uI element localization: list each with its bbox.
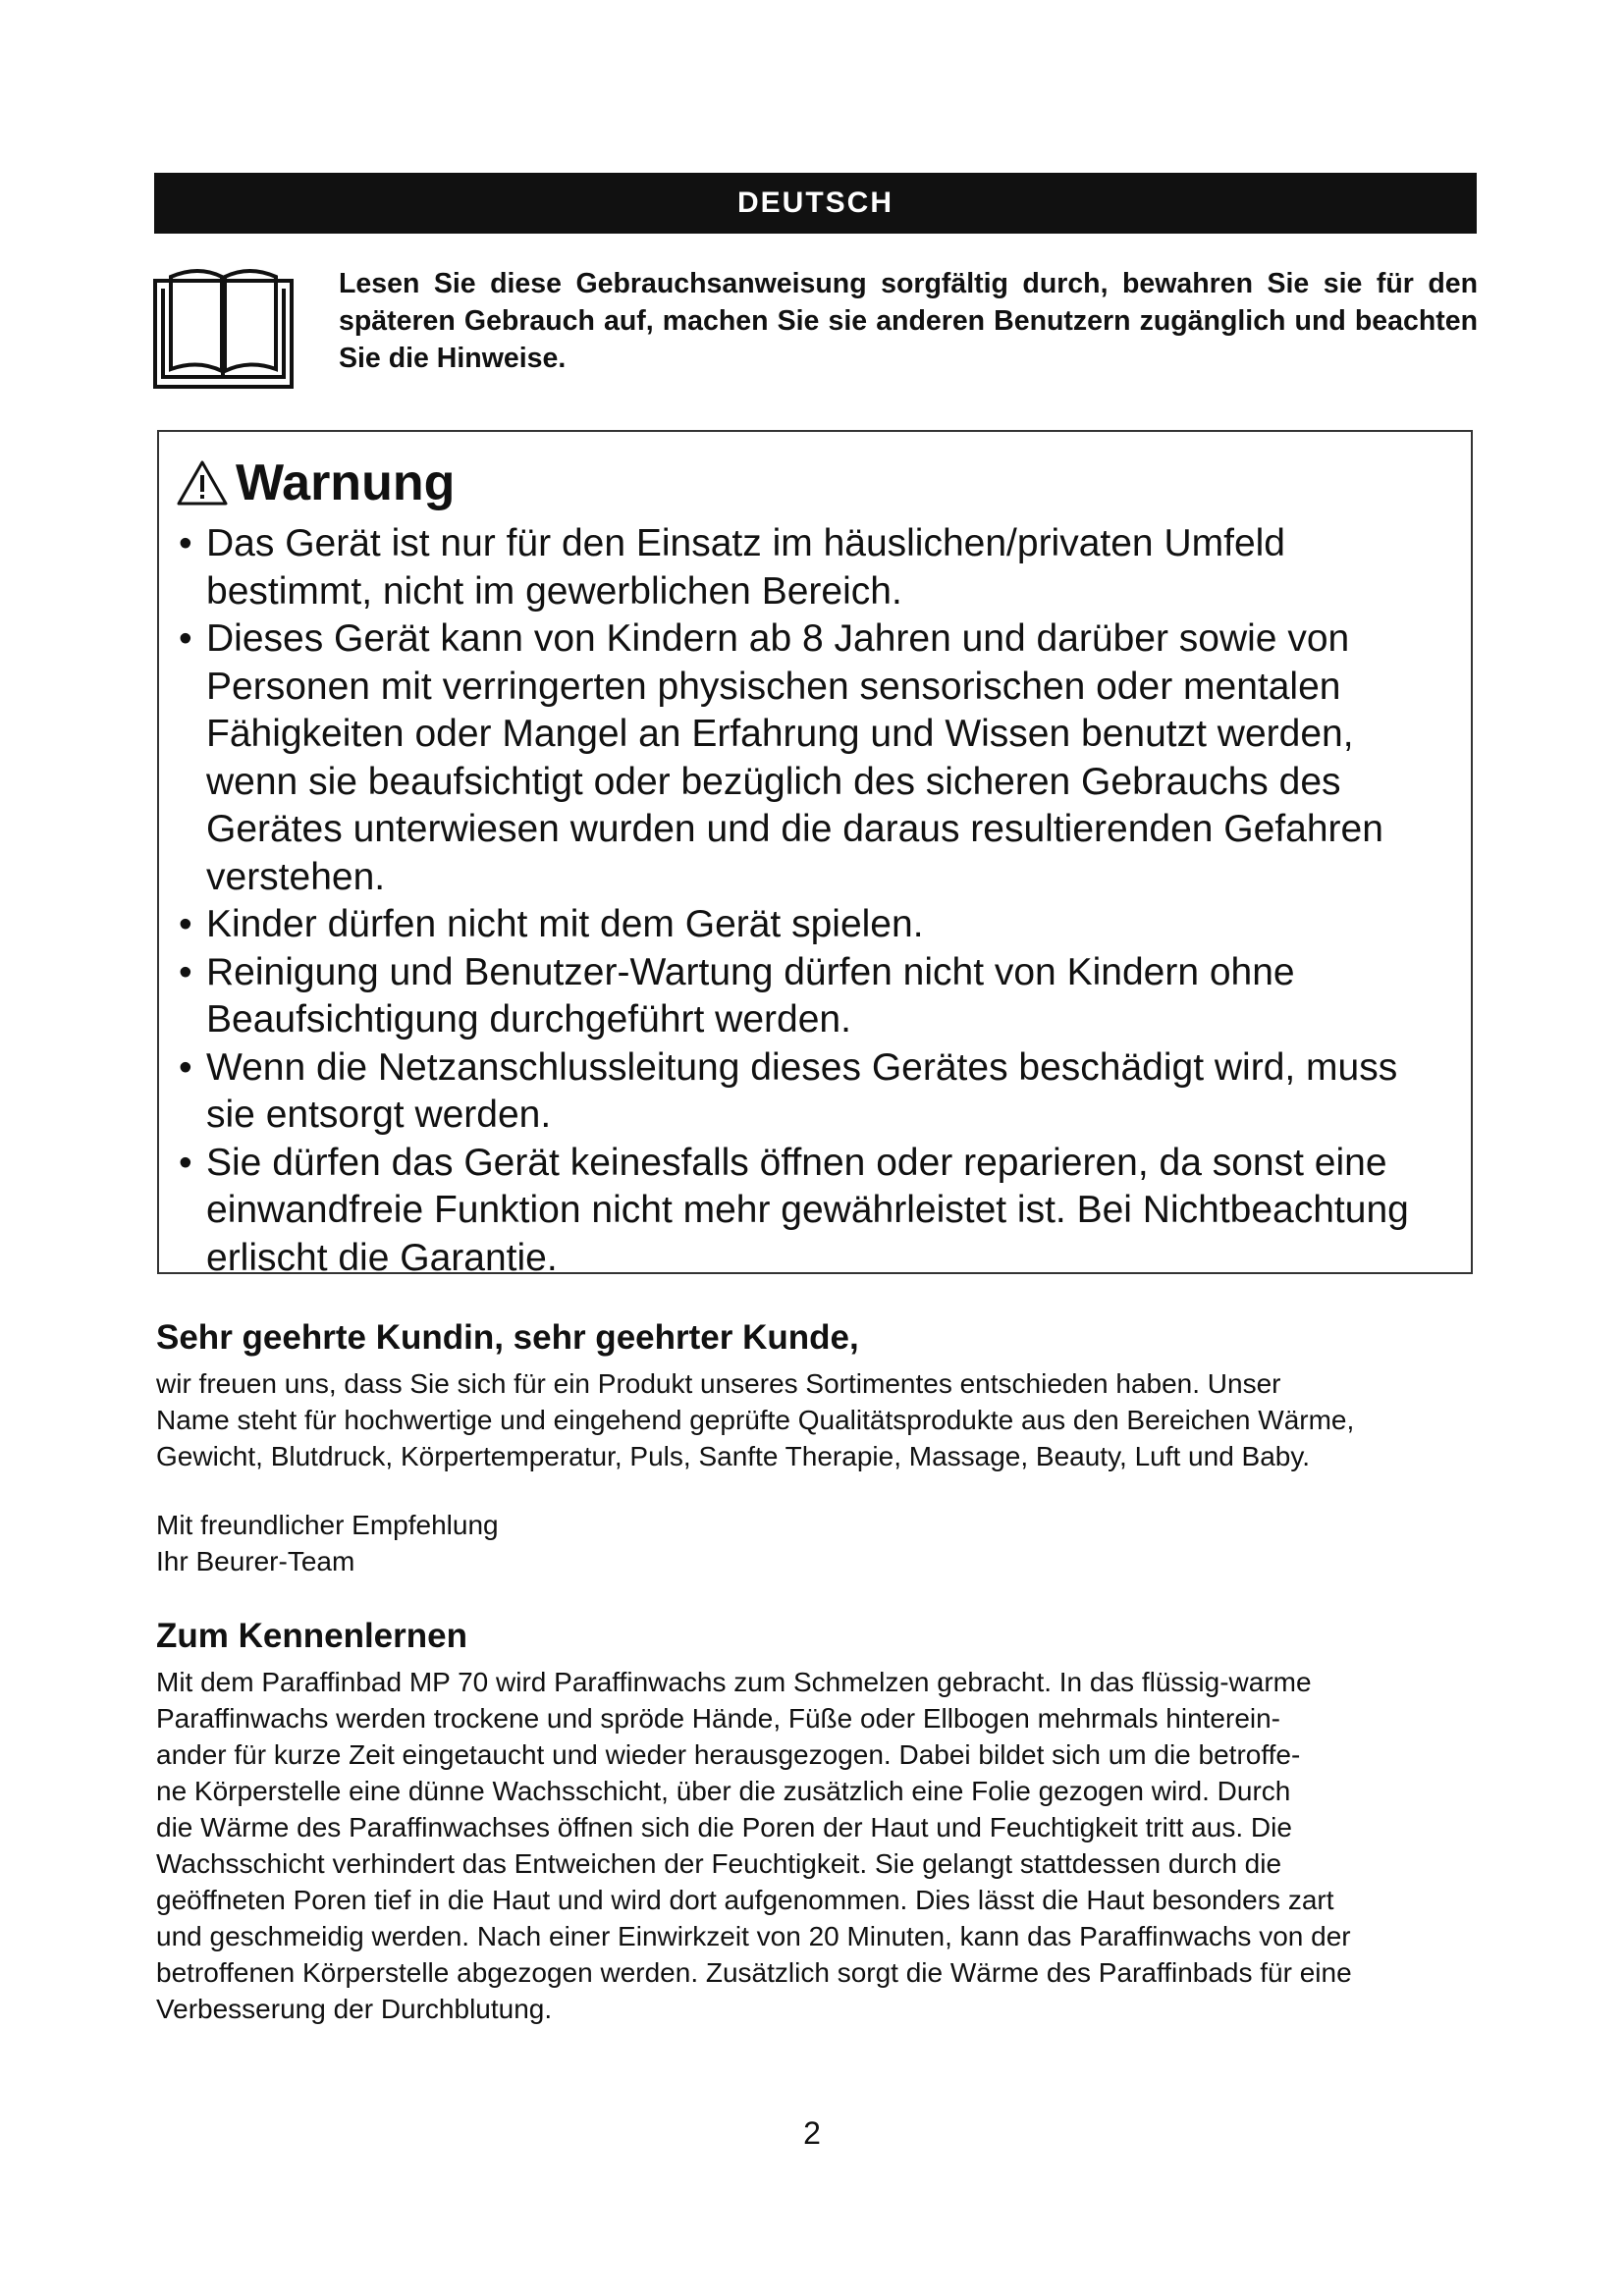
warning-item: • Dieses Gerät kann von Kindern ab 8 Jahren und darüber sowie von Personen mit verringerten physischen sensorischen oder mentalen Fähigkeiten oder Mangel an Erfahrung und Wissen benutzt werden, wenn sie beaufsichtigt oder bezüglich des sicheren Gebrauchs des Gerätes unterwiesen wurden und die daraus resultierenden Gefahren verstehen. xyxy=(177,615,1453,901)
warning-item: • Reinigung und Benutzer-Wartung dürfen nicht von Kindern ohne Beaufsichtigung durchgeführt werden. xyxy=(177,949,1453,1044)
warning-item: • Wenn die Netzanschlussleitung dieses Gerätes beschädigt wird, muss sie entsorgt werden. xyxy=(177,1044,1453,1140)
warning-title: Warnung xyxy=(236,454,456,511)
closing-signature xyxy=(156,1507,1482,1579)
greeting-paragraph xyxy=(156,1365,1482,1474)
greeting-heading: Sehr geehrte Kundin, sehr geehrter Kunde, xyxy=(156,1318,859,1357)
text-line: ander für kurze Zeit eingetaucht und wieder herausgezogen. Dabei bildet sich um die betroffe- xyxy=(156,1739,1301,1770)
warning-triangle-icon xyxy=(177,459,228,507)
text-line: Mit freundlicher Empfehlung xyxy=(156,1510,499,1540)
open-book-icon xyxy=(153,263,294,389)
text-line: ne Körperstelle eine dünne Wachsschicht, über die zusätzlich eine Folie gezogen wird. Durch xyxy=(156,1776,1291,1806)
warning-item: • Das Gerät ist nur für den Einsatz im häuslichen/privaten Umfeld bestimmt, nicht im gewerblichen Bereich. xyxy=(177,520,1453,615)
text-line: Paraffinwachs werden trockene und spröde Hände, Füße oder Ellbogen mehrmals hinterein- xyxy=(156,1703,1281,1734)
text-line: wir freuen uns, dass Sie sich für ein Produkt unseres Sortimentes entschieden haben. Unser xyxy=(156,1368,1281,1399)
warning-item: • Sie dürfen das Gerät keinesfalls öffnen oder reparieren, da sonst eine einwandfreie Funktion nicht mehr gewährleistet ist. Bei Nichtbeachtung erlischt die Garantie. xyxy=(177,1140,1453,1283)
text-line: Verbesserung der Durchblutung. xyxy=(156,1994,553,2024)
warning-box xyxy=(157,430,1473,1279)
language-label: DEUTSCH xyxy=(736,187,893,219)
warning-item: • Kinder dürfen nicht mit dem Gerät spielen. xyxy=(177,901,1453,949)
section-paragraph xyxy=(156,1664,1482,2027)
text-line: Mit dem Paraffinbad MP 70 wird Paraffinwachs zum Schmelzen gebracht. In das flüssig-warme xyxy=(156,1667,1312,1697)
intro-instruction: Lesen Sie diese Gebrauchsanweisung sorgfältig durch, bewahren Sie sie für den späteren Gebrauch auf, machen Sie sie anderen Benutzern zugänglich und beachten Sie die Hinweise. xyxy=(339,268,1478,374)
text-line: die Wärme des Paraffinwachses öffnen sich die Poren der Haut und Feuchtigkeit tritt aus. Die xyxy=(156,1812,1292,1842)
warning-list xyxy=(177,520,1453,1282)
text-line: Wachsschicht verhindert das Entweichen der Feuchtigkeit. Sie gelangt stattdessen durch die xyxy=(156,1848,1282,1879)
text-line: geöffneten Poren tief in die Haut und wird dort aufgenommen. Dies lässt die Haut besonders zart xyxy=(156,1885,1334,1915)
language-header-bar xyxy=(154,173,1477,234)
page-number: 2 xyxy=(803,2115,821,2151)
text-line: und geschmeidig werden. Nach einer Einwirkzeit von 20 Minuten, kann das Paraffinwachs von der xyxy=(156,1921,1351,1951)
text-line: Gewicht, Blutdruck, Körpertemperatur, Puls, Sanfte Therapie, Massage, Beauty, Luft und Baby. xyxy=(156,1441,1311,1471)
text-line: Ihr Beurer-Team xyxy=(156,1546,355,1576)
warning-header xyxy=(177,452,1453,514)
text-line: betroffenen Körperstelle abgezogen werden. Zusätzlich sorgt die Wärme des Paraffinbads für eine xyxy=(156,1957,1352,1988)
text-line: Name steht für hochwertige und eingehend geprüfte Qualitätsprodukte aus den Bereichen Wärme, xyxy=(156,1405,1355,1435)
section-heading: Zum Kennenlernen xyxy=(156,1617,467,1655)
